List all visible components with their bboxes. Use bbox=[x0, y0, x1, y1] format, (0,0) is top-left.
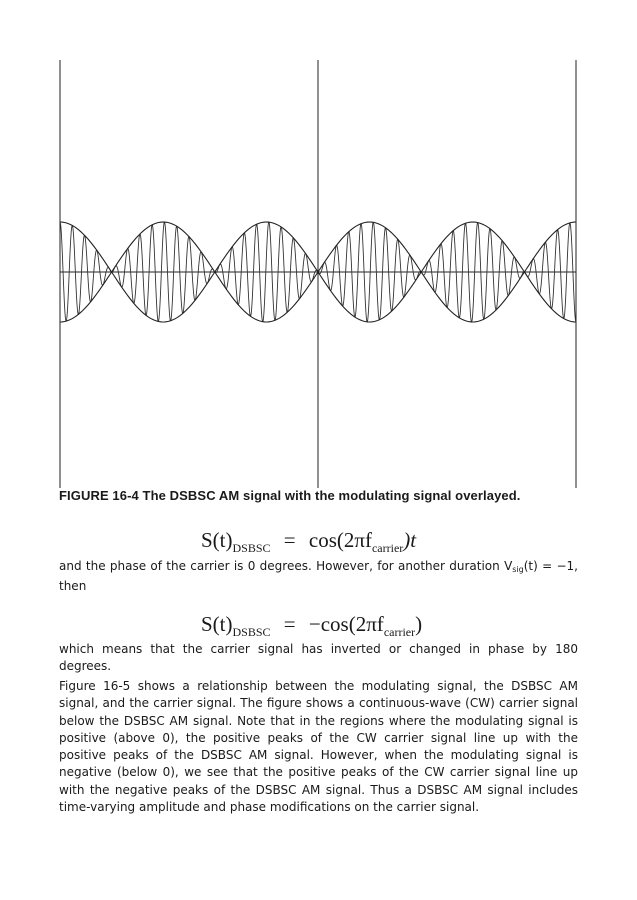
paragraph-3: Figure 16-5 shows a relationship between the modulating signal, the DSBSC AM signal, and the carrier signal. The figure shows a continuous-wave (CW) carrier signal below the DSBSC AM signal. Note that in the regions where the modulating signal is positive (above 0), the positive peaks of the CW carrier signal line up with the positive peaks of the DSBSC AM signal. However, when the modulating signal is negative (below 0), we see that the positive peaks of the CW carrier signal line up with the negative peaks of the DSBSC AM signal. Thus a DSBSC AM signal includes time-varying amplitude and phase modifications on the carrier signal. bbox=[59, 679, 578, 815]
eq1-lhs-subscript: DSBSC bbox=[232, 541, 271, 555]
figure-caption: FIGURE 16-4 The DSBSC AM signal with the modulating signal overlayed. bbox=[59, 488, 521, 503]
paragraph-2: which means that the carrier signal has inverted or changed in phase by 180 degrees. bbox=[59, 642, 578, 674]
eq1-rhs-subscript: carrier bbox=[371, 541, 404, 555]
eq1-lhs: S(t) bbox=[201, 528, 233, 552]
eq2-rhs: −cos(2πf bbox=[308, 612, 384, 636]
eq1-rhs: cos(2πf bbox=[308, 528, 372, 552]
eq2-equals: = bbox=[283, 612, 296, 636]
eq2-rhs-subscript: carrier bbox=[383, 625, 416, 639]
paragraph-1 bbox=[59, 558, 578, 596]
para1-text-a: and the phase of the carrier is 0 degrees. However, for another duration V bbox=[59, 559, 513, 573]
para1-text-b: (t) = −1, then bbox=[59, 559, 578, 594]
eq2-lhs-subscript: DSBSC bbox=[232, 625, 271, 639]
eq1-equals: = bbox=[283, 528, 296, 552]
equation-1 bbox=[201, 528, 416, 556]
eq2-rhs-end: ) bbox=[415, 612, 423, 636]
eq2-lhs: S(t) bbox=[201, 612, 233, 636]
eq1-rhs-end: )t bbox=[403, 528, 417, 552]
para1-sig-subscript: sig bbox=[512, 565, 524, 574]
equation-2 bbox=[201, 612, 422, 640]
